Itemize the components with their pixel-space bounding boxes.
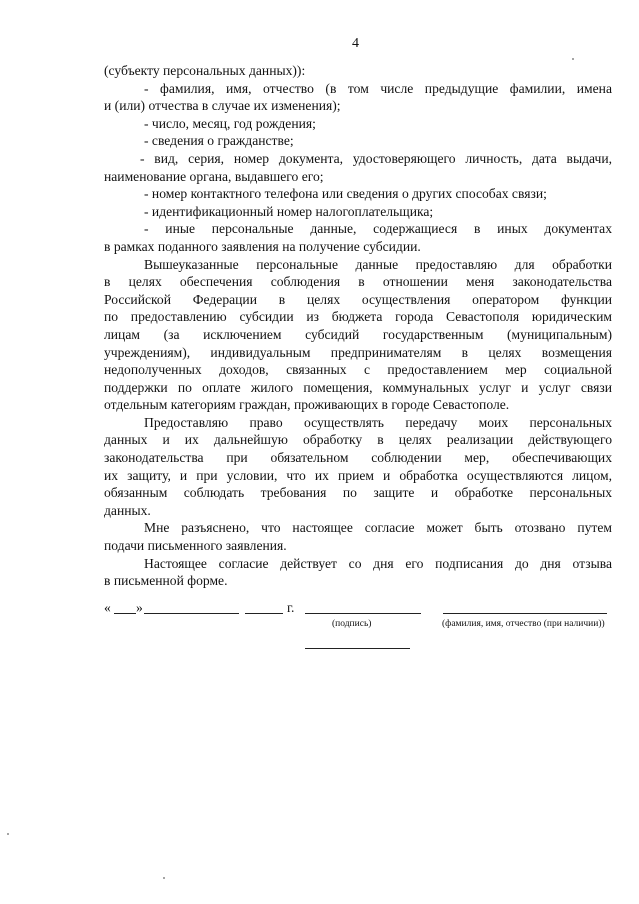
name-blank [443,613,607,614]
scan-speck [7,833,9,835]
text-line: наименование органа, выдавшего его; [104,168,324,184]
text-line: законодательства при обязательном соблюдении мер, обеспечивающих [104,450,612,466]
text-line: поддержки по оплате жилого помещения, коммунальных услуг и услуг связи [104,379,612,395]
text-line: - число, месяц, год рождения; [144,115,316,131]
signature-block [104,600,612,660]
text-line: подачи письменного заявления. [104,538,287,554]
text-line: отдельным категориям граждан, проживающих в городе Севастополе. [104,397,510,413]
text-line: лицам (за исключением субсидий государственным (муниципальным) [104,326,612,342]
extra-signature-line [305,648,410,649]
name-caption: (фамилия, имя, отчество (при наличии)) [442,619,605,629]
text-line: по предоставлению субсидии из бюджета города Севастополя юридическим [104,309,612,325]
text-line: недополученных доходов, связанных с предоставлением мер социальной [104,362,612,378]
text-line: и (или) отчества в случае их изменения); [104,98,341,114]
consent-body-text [104,62,612,590]
text-line: Мне разъяснено, что настоящее согласие может быть отозвано путем [144,520,612,536]
scan-speck [163,877,165,879]
page-number: 4 [352,36,359,51]
text-line: обязанным соблюдать требования по защите и обработке персональных [104,485,612,501]
text-line: данных и их дальнейшую обработку в целях реализации действующего [104,432,612,448]
text-line: - вид, серия, номер документа, удостоверяющего личность, дата выдачи, [140,150,612,166]
date-day-blank [114,613,136,614]
text-line: Российской Федерации в целях осуществления оператором функции [104,291,612,307]
text-line: Вышеуказанные персональные данные предоставляю для обработки [144,256,612,272]
date-close-quote: » [136,600,143,615]
text-line: данных. [104,502,151,518]
date-open-quote: « [104,600,111,615]
text-line: Настоящее согласие действует со дня его подписания до дня отзыва [144,555,612,571]
text-line: в целях обеспечения соблюдения в отношении меня законодательства [104,274,612,290]
text-line: - фамилия, имя, отчество (в том числе предыдущие фамилии, имена [144,80,612,96]
text-line: учреждениям), индивидуальным предпринимателям в целях возмещения [104,344,612,360]
text-line: (субъекту персональных данных)): [104,63,306,78]
date-month-blank [144,613,239,614]
scan-speck [572,58,574,60]
text-line: в письменной форме. [104,573,228,589]
date-year-blank [245,613,283,614]
text-line: - номер контактного телефона или сведения о других способах связи; [144,186,547,202]
text-line: - идентификационный номер налогоплательщика; [144,203,434,219]
text-line: - иные персональные данные, содержащиеся в иных документах [144,221,612,237]
year-suffix: г. [287,600,295,615]
text-line: их защиту, и при условии, что их прием и обработка осуществляются лицом, [104,467,612,483]
text-line: Предоставляю право осуществлять передачу моих персональных [144,414,612,430]
text-line: в рамках поданного заявления на получение субсидии. [104,238,421,254]
signature-caption: (подпись) [332,619,372,629]
text-line: - сведения о гражданстве; [144,133,294,149]
signature-blank [305,613,421,614]
